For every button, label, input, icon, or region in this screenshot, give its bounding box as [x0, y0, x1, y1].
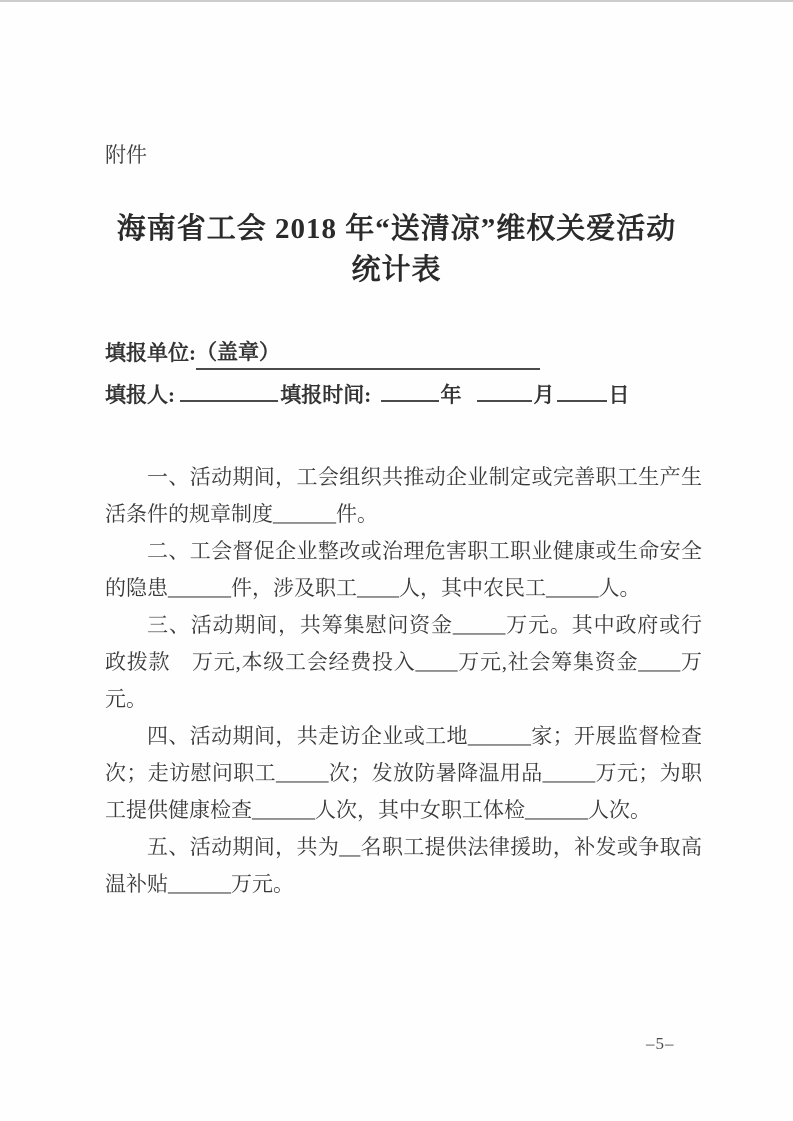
filler-label: 填报人: — [105, 383, 175, 407]
month-blank — [477, 374, 532, 402]
document-title — [40, 209, 753, 291]
form-line-filler-time — [105, 374, 793, 415]
unit-fill-line — [196, 336, 540, 370]
seal-text: （盖章） — [196, 340, 280, 364]
month-label: 月 — [533, 383, 555, 407]
time-label: 填报时间: — [280, 383, 372, 407]
unit-label: 填报单位: — [105, 341, 196, 365]
form-header-block — [105, 333, 793, 415]
day-blank — [557, 374, 607, 402]
scan-edge-artifact — [0, 0, 793, 2]
paragraph-item-5: 五、活动期间，共为__名职工提供法律援助，补发或争取高温补贴______万元。 — [105, 835, 702, 896]
year-label: 年 — [440, 383, 462, 407]
paragraph-item-3: 三、活动期间，共筹集慰问资金_____万元。其中政府或行政拨款 万元,本级工会经费投入____万元,社会筹集资金____万元。 — [105, 613, 702, 711]
attachment-label: 附件 — [105, 143, 147, 167]
document-body — [105, 459, 702, 903]
paragraph-item-1: 一、活动期间，工会组织共推动企业制定或完善职工生产生活条件的规章制度______件。 — [105, 465, 702, 526]
filler-name-blank — [180, 374, 278, 402]
day-label: 日 — [608, 383, 630, 407]
document-title-line1: 海南省工会 2018 年“送清凉”维权关爱活动 — [116, 213, 677, 245]
year-blank — [381, 374, 439, 402]
page-number: –5– — [646, 1034, 675, 1053]
paragraph-item-2: 二、工会督促企业整改或治理危害职工职业健康或生命安全的隐患______件，涉及职工____人，其中农民工_____人。 — [105, 539, 702, 600]
form-line-unit — [105, 333, 793, 374]
paragraph-item-4: 四、活动期间，共走访企业或工地______家；开展监督检查次；走访慰问职工_____次；发放防暑降温用品_____万元；为职工提供健康检查______人次，其中女职工体检______人次。 — [105, 724, 702, 822]
document-title-line2: 统计表 — [351, 254, 442, 286]
